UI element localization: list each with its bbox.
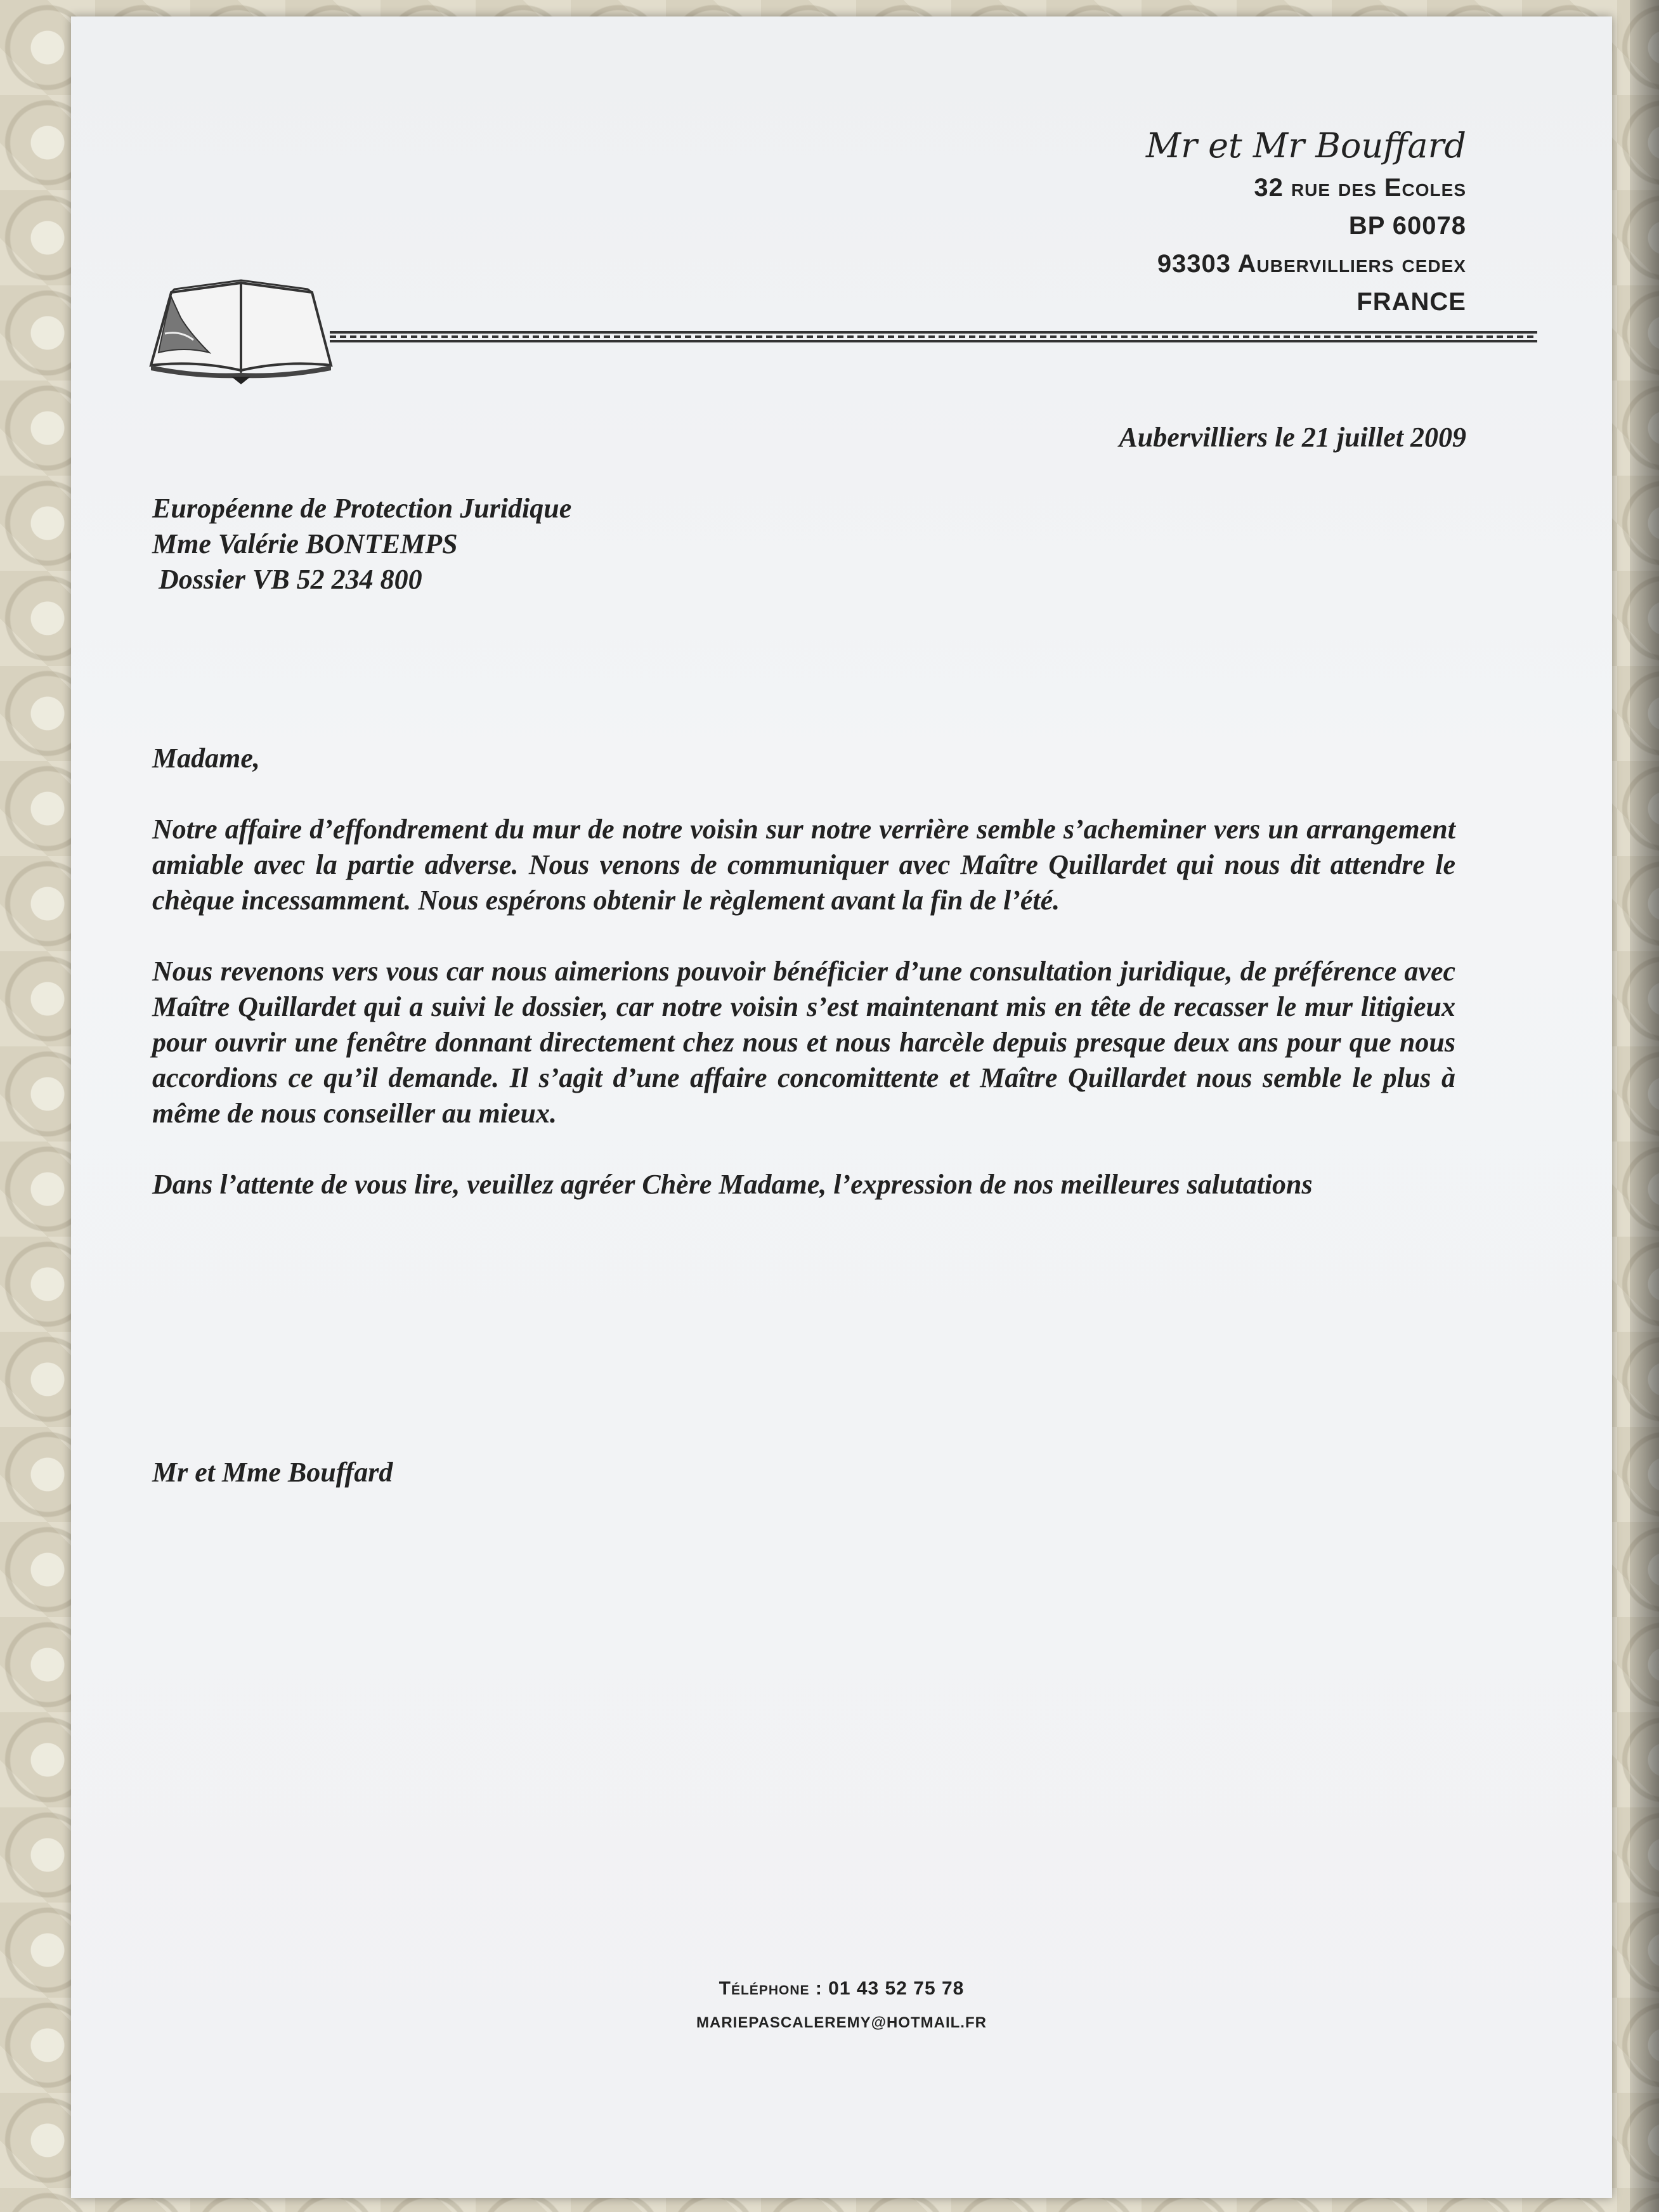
footer-contact [71, 1971, 1612, 2040]
letter-body [152, 741, 1455, 1238]
footer-phone: Téléphone : 01 43 52 75 78 [719, 1978, 965, 1999]
letter-page [71, 16, 1612, 2198]
signature: Mr et Mme Bouffard [152, 1457, 393, 1488]
tablecloth-background [1630, 0, 1659, 2212]
sender-po-box: BP 60078 [1348, 212, 1466, 240]
letterhead-divider-rule [330, 331, 1537, 342]
sender-city: 93303 Aubervilliers cedex [1157, 250, 1466, 278]
footer-email: MARIEPASCALEREMY@HOTMAIL.FR [696, 2014, 987, 2031]
open-book-icon [146, 257, 336, 384]
recipient-contact: Mme Valérie BONTEMPS [152, 528, 458, 559]
recipient-block [152, 491, 571, 597]
recipient-reference: Dossier VB 52 234 800 [159, 564, 422, 595]
paragraph-consultation-request: Nous revenons vers vous car nous aimerions pouvoir bénéficier d’une consultation juridique, de préférence avec Maître Quillardet qui a suivi le dossier, car notre voisin s’est maintenant mis en tête de recasser le mur litigieux pour ouvrir une fenêtre donnant directement chez nous et nous harcèle depuis presque deux ans pour que nous accordions ce qu’il demande. Il s’agit d’une affaire concomittente et Maître Quillardet nous semble le plus à même de nous conseiller au mieux. [152, 956, 1455, 1129]
recipient-company: Européenne de Protection Juridique [152, 493, 572, 524]
paragraph-closing: Dans l’attente de vous lire, veuillez agréer Chère Madame, l’expression de nos meilleures salutations [152, 1169, 1313, 1200]
letter-date: Aubervilliers le 21 juillet 2009 [1119, 422, 1466, 453]
salutation: Madame, [152, 743, 260, 774]
sender-address-block [1146, 124, 1466, 321]
sender-street: 32 rue des Ecoles [1254, 174, 1466, 202]
sender-name: Mr et Mr Bouffard [1145, 126, 1466, 166]
sender-country: FRANCE [1356, 288, 1466, 316]
paragraph-settlement: Notre affaire d’effondrement du mur de notre voisin sur notre verrière semble s’acheminer vers un arrangement amiable avec la partie adverse. Nous venons de communiquer avec Maître Quillardet qui nous dit attendre le chèque incessamment. Nous espérons obtenir le règlement avant la fin de l’été. [152, 814, 1455, 916]
